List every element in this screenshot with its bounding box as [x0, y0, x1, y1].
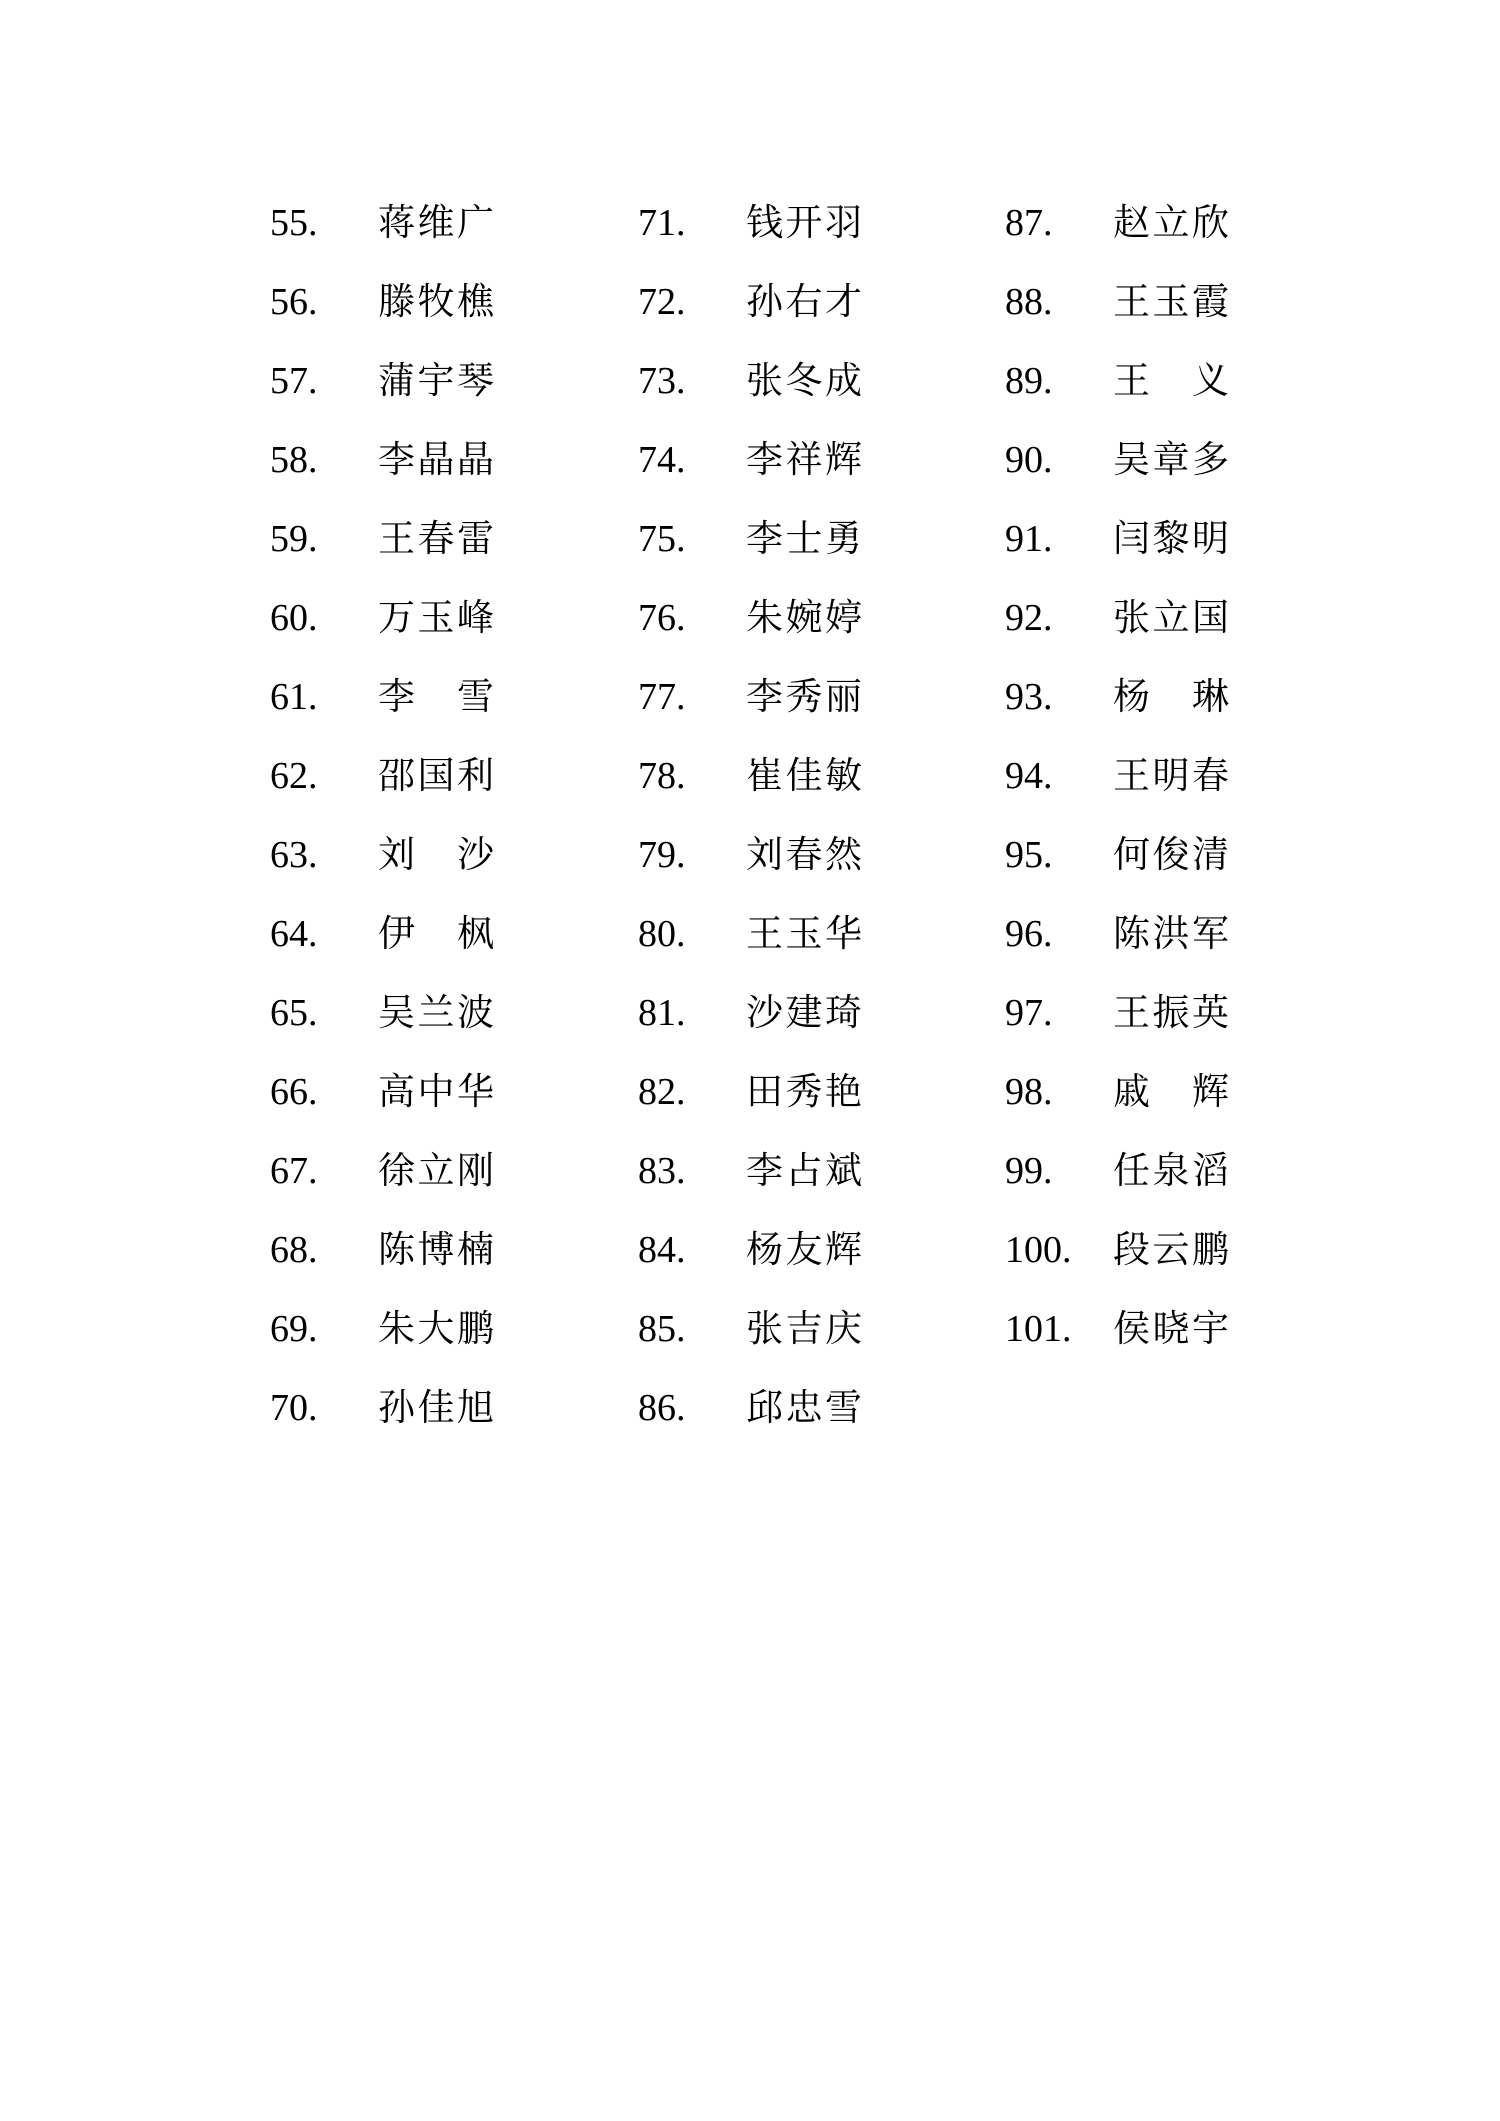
list-item-name: 戚 辉	[1113, 1070, 1229, 1113]
list-item-name: 高中华	[378, 1070, 494, 1113]
list-item-name: 李士勇	[746, 517, 862, 560]
list-item	[1005, 508, 1325, 587]
list-item-name: 段云鹏	[1113, 1228, 1229, 1271]
list-item	[270, 1219, 590, 1298]
list-item-number: 95.	[1005, 834, 1053, 876]
list-item-name: 李秀丽	[746, 675, 862, 718]
list-item-number: 92.	[1005, 597, 1053, 639]
list-item-name: 万玉峰	[378, 596, 494, 639]
list-item-name: 徐立刚	[378, 1149, 494, 1192]
list-item-number: 60.	[270, 597, 318, 639]
list-item	[638, 1061, 958, 1140]
list-item-name: 田秀艳	[746, 1070, 862, 1113]
list-item-name: 任泉滔	[1113, 1149, 1229, 1192]
list-item	[638, 271, 958, 350]
list-item-number: 59.	[270, 518, 318, 560]
list-item	[1005, 982, 1325, 1061]
list-item-number: 90.	[1005, 439, 1053, 481]
list-item-name: 杨 琳	[1113, 675, 1229, 718]
list-item-name: 沙建琦	[746, 991, 862, 1034]
name-list-column-1	[270, 192, 590, 1456]
list-item	[638, 350, 958, 429]
list-item-number: 94.	[1005, 755, 1053, 797]
list-item-name: 张冬成	[746, 359, 862, 402]
list-item-name: 杨友辉	[746, 1228, 862, 1271]
list-item-name: 邱忠雪	[746, 1386, 862, 1429]
list-item	[270, 350, 590, 429]
list-item-number: 85.	[638, 1308, 686, 1350]
list-item	[1005, 587, 1325, 666]
list-item-number: 83.	[638, 1150, 686, 1192]
list-item-number: 93.	[1005, 676, 1053, 718]
list-item-number: 87.	[1005, 202, 1053, 244]
list-item-number: 57.	[270, 360, 318, 402]
list-item	[270, 1140, 590, 1219]
list-item-name: 侯晓宇	[1113, 1307, 1229, 1350]
list-item	[638, 903, 958, 982]
list-item	[1005, 1219, 1325, 1298]
list-item-number: 73.	[638, 360, 686, 402]
list-item-number: 67.	[270, 1150, 318, 1192]
list-item-name: 蒋维广	[378, 201, 494, 244]
list-item-name: 陈博楠	[378, 1228, 494, 1271]
list-item	[1005, 271, 1325, 350]
list-item	[638, 982, 958, 1061]
list-item-name: 朱大鹏	[378, 1307, 494, 1350]
list-item-name: 张立国	[1113, 596, 1229, 639]
list-item	[1005, 745, 1325, 824]
list-item-number: 66.	[270, 1071, 318, 1113]
list-item-number: 79.	[638, 834, 686, 876]
list-item	[638, 745, 958, 824]
list-item-number: 82.	[638, 1071, 686, 1113]
list-item	[1005, 1140, 1325, 1219]
name-list-column-2	[638, 192, 958, 1456]
list-item	[270, 824, 590, 903]
list-item	[1005, 1061, 1325, 1140]
list-item-number: 100.	[1005, 1229, 1072, 1271]
list-item-name: 邵国利	[378, 754, 494, 797]
list-item-number: 56.	[270, 281, 318, 323]
list-item-name: 赵立欣	[1113, 201, 1229, 244]
list-item-name: 孙佳旭	[378, 1386, 494, 1429]
list-item-number: 77.	[638, 676, 686, 718]
list-item-number: 99.	[1005, 1150, 1053, 1192]
list-item-name: 王玉华	[746, 912, 862, 955]
list-item-number: 97.	[1005, 992, 1053, 1034]
list-item-number: 76.	[638, 597, 686, 639]
list-item-number: 68.	[270, 1229, 318, 1271]
list-item-name: 王春雷	[378, 517, 494, 560]
list-item	[270, 587, 590, 666]
list-item-number: 72.	[638, 281, 686, 323]
list-item-name: 孙右才	[746, 280, 862, 323]
list-item	[270, 271, 590, 350]
list-item-name: 何俊清	[1113, 833, 1229, 876]
list-item-number: 74.	[638, 439, 686, 481]
list-item	[1005, 1298, 1325, 1377]
list-item-name: 吴兰波	[378, 991, 494, 1034]
list-item-name: 滕牧樵	[378, 280, 494, 323]
list-item-number: 84.	[638, 1229, 686, 1271]
list-item-number: 69.	[270, 1308, 318, 1350]
list-item-name: 闫黎明	[1113, 517, 1229, 560]
list-item-number: 62.	[270, 755, 318, 797]
list-item-number: 80.	[638, 913, 686, 955]
list-item-name: 陈洪军	[1113, 912, 1229, 955]
list-item	[270, 1377, 590, 1456]
list-item	[270, 666, 590, 745]
name-list-column-3	[1005, 192, 1325, 1377]
list-item	[1005, 666, 1325, 745]
list-item-number: 81.	[638, 992, 686, 1034]
list-item	[270, 982, 590, 1061]
list-item	[1005, 903, 1325, 982]
list-item-number: 98.	[1005, 1071, 1053, 1113]
list-item-number: 91.	[1005, 518, 1053, 560]
list-item-name: 李祥辉	[746, 438, 862, 481]
list-item-number: 61.	[270, 676, 318, 718]
list-item-number: 63.	[270, 834, 318, 876]
list-item-name: 李 雪	[378, 675, 494, 718]
list-item-number: 88.	[1005, 281, 1053, 323]
list-item-name: 刘春然	[746, 833, 862, 876]
list-item	[1005, 429, 1325, 508]
list-item-name: 朱婉婷	[746, 596, 862, 639]
list-item	[638, 666, 958, 745]
list-item-name: 刘 沙	[378, 833, 494, 876]
list-item-number: 86.	[638, 1387, 686, 1429]
list-item	[270, 508, 590, 587]
list-item-name: 李晶晶	[378, 438, 494, 481]
list-item-name: 崔佳敏	[746, 754, 862, 797]
list-item-number: 71.	[638, 202, 686, 244]
list-item	[638, 508, 958, 587]
list-item-number: 75.	[638, 518, 686, 560]
list-item	[638, 429, 958, 508]
list-item-name: 李占斌	[746, 1149, 862, 1192]
list-item	[1005, 824, 1325, 903]
list-item	[270, 903, 590, 982]
list-item	[638, 1219, 958, 1298]
list-item-number: 64.	[270, 913, 318, 955]
list-item	[270, 1298, 590, 1377]
list-item	[270, 1061, 590, 1140]
list-item-number: 78.	[638, 755, 686, 797]
list-item	[638, 192, 958, 271]
list-item-number: 55.	[270, 202, 318, 244]
list-item-number: 58.	[270, 439, 318, 481]
list-item	[270, 429, 590, 508]
list-item-number: 89.	[1005, 360, 1053, 402]
list-item-name: 王明春	[1113, 754, 1229, 797]
list-item	[270, 745, 590, 824]
list-item	[638, 824, 958, 903]
list-item-number: 70.	[270, 1387, 318, 1429]
list-item	[638, 1140, 958, 1219]
list-item	[638, 1377, 958, 1456]
list-item	[1005, 350, 1325, 429]
list-item-name: 张吉庆	[746, 1307, 862, 1350]
list-item-number: 65.	[270, 992, 318, 1034]
list-item-name: 吴章多	[1113, 438, 1229, 481]
list-item-name: 王玉霞	[1113, 280, 1229, 323]
list-item	[638, 1298, 958, 1377]
list-item-number: 101.	[1005, 1308, 1072, 1350]
list-item	[270, 192, 590, 271]
list-item	[1005, 192, 1325, 271]
list-item-name: 伊 枫	[378, 912, 494, 955]
list-item-number: 96.	[1005, 913, 1053, 955]
list-item	[638, 587, 958, 666]
list-item-name: 王振英	[1113, 991, 1229, 1034]
list-item-name: 王 义	[1113, 359, 1229, 402]
list-item-name: 钱开羽	[746, 201, 862, 244]
list-item-name: 蒲宇琴	[378, 359, 494, 402]
